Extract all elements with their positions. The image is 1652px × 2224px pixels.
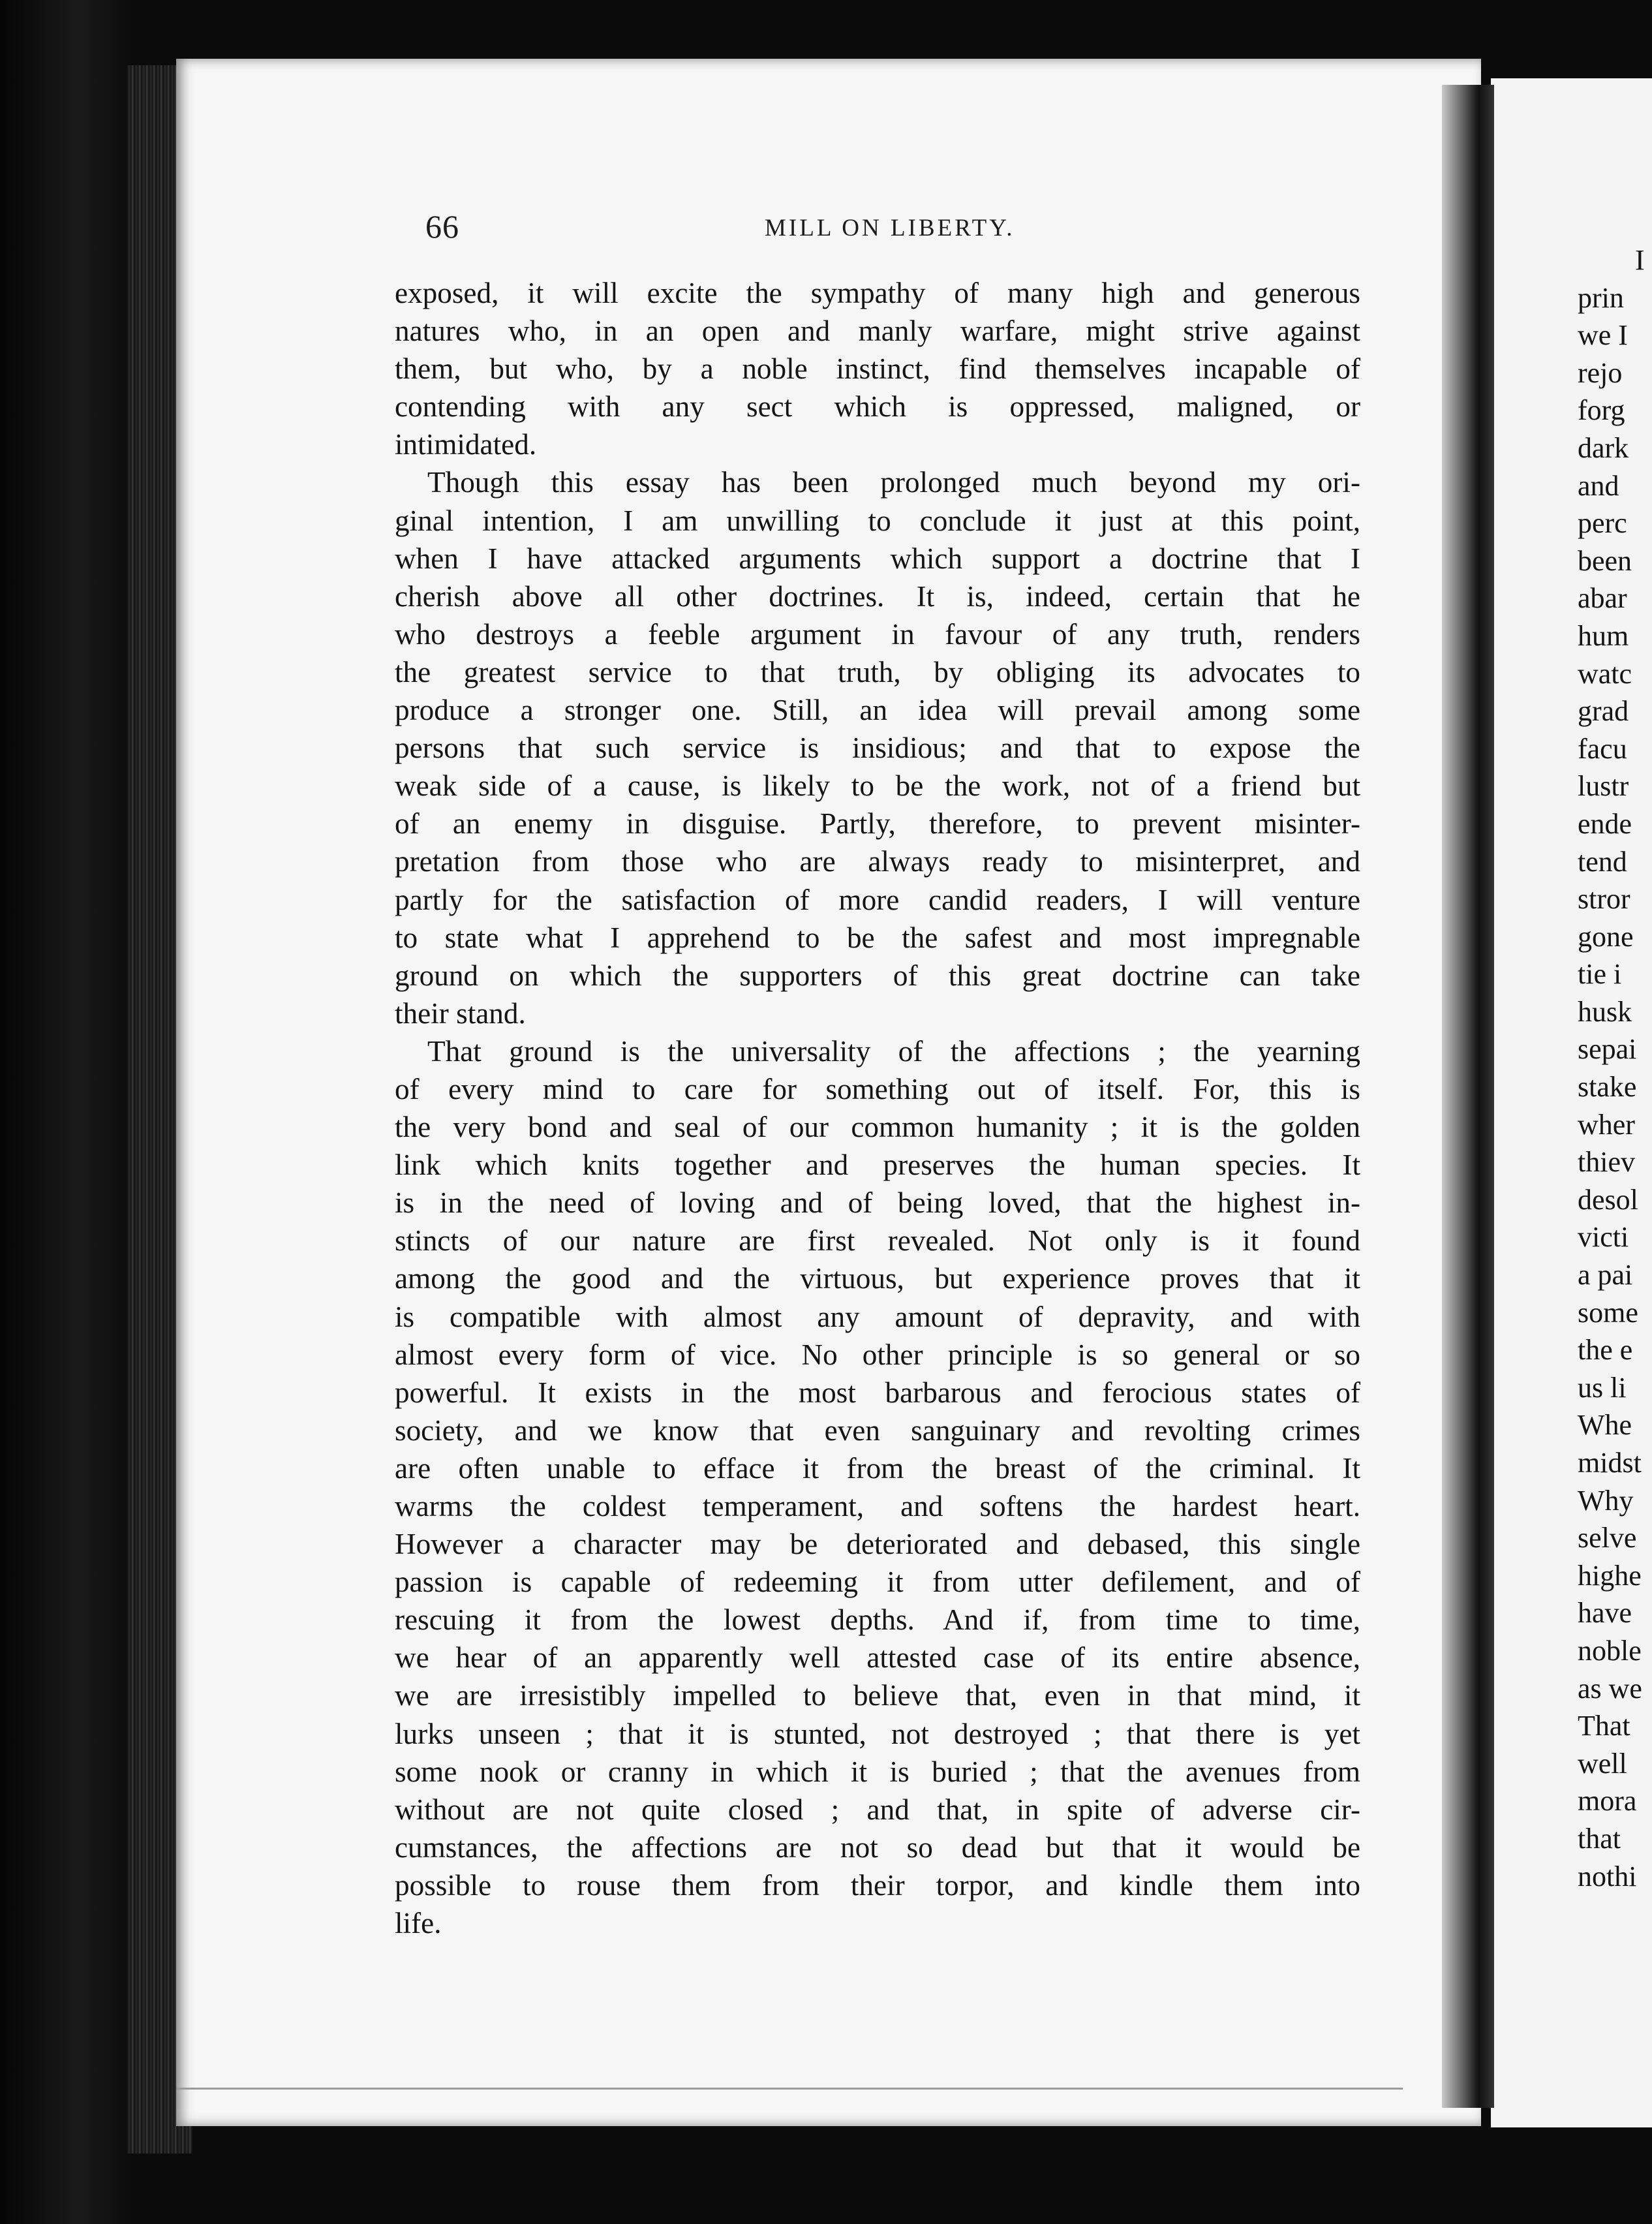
facing-line-fragment: victi [1578, 1221, 1629, 1254]
text-line: ground on which the supporters of this great doctrine can take [395, 959, 1360, 992]
facing-line-fragment: been [1578, 544, 1632, 577]
text-line: persons that such service is insidious; and that to expose the [395, 732, 1360, 765]
text-line: of every mind to care for something out of itself. For, this is [395, 1072, 1360, 1105]
text-line: the very bond and seal of our common humanity ; it is the golden [395, 1111, 1360, 1144]
facing-line-fragment: noble [1578, 1634, 1642, 1667]
facing-line-fragment: dark [1578, 431, 1629, 464]
text-line: who destroys a feeble argument in favour of any truth, renders [395, 617, 1360, 651]
text-line: is in the need of loving and of being loved, that the highest in- [395, 1186, 1360, 1220]
text-line: some nook or cranny in which it is buried ; that the avenues from [395, 1755, 1360, 1788]
text-line: passion is capable of redeeming it from utter defilement, and of [395, 1566, 1360, 1599]
text-line: to state what I apprehend to be the safest and most impregnable [395, 921, 1360, 954]
facing-line-fragment: that [1578, 1822, 1621, 1855]
facing-line-fragment: facu [1578, 732, 1627, 765]
text-line: However a character may be deteriorated and debased, this single [395, 1528, 1360, 1561]
facing-line-fragment: tend [1578, 845, 1627, 878]
text-line: Though this essay has been prolonged much beyond my ori- [427, 466, 1360, 499]
text-line: exposed, it will excite the sympathy of many high and generous [395, 277, 1360, 309]
facing-line-fragment: That [1578, 1710, 1630, 1742]
text-line: ginal intention, I am unwilling to conclude it just at this point, [395, 504, 1360, 537]
text-line: weak side of a cause, is likely to be the work, not of a friend but [395, 769, 1360, 803]
paragraph-container [395, 274, 1360, 1942]
text-line: possible to rouse them from their torpor, and kindle them into [395, 1868, 1360, 1902]
facing-line-fragment: some [1578, 1296, 1638, 1329]
facing-line-fragment: ende [1578, 807, 1632, 840]
text-line: the greatest service to that truth, by obliging its advocates to [395, 655, 1360, 688]
text-line: when I have attacked arguments which support a doctrine that I [395, 542, 1360, 575]
facing-line-fragment: gone [1578, 920, 1634, 953]
text-line: natures who, in an open and manly warfare, might strive against [395, 315, 1360, 348]
body-text [395, 274, 1360, 1942]
text-line: cumstances, the affections are not so dead but that it would be [395, 1830, 1360, 1864]
facing-line-fragment: lustr [1578, 770, 1629, 803]
facing-line-fragment: grad [1578, 695, 1629, 728]
facing-line-fragment: watc [1578, 657, 1632, 690]
text-line: we hear of an apparently well attested case of its entire absence, [395, 1641, 1360, 1675]
running-title: MILL ON LIBERTY. [765, 215, 1015, 241]
facing-line-fragment: as we [1578, 1672, 1642, 1705]
paragraph [395, 1032, 1360, 1942]
facing-line-fragment: highe [1578, 1559, 1642, 1592]
text-line: rescuing it from the lowest depths. And if, from time to time, [395, 1603, 1360, 1637]
page-number: 66 [425, 208, 459, 245]
facing-line-fragment: sepai [1578, 1033, 1637, 1066]
text-line: powerful. It exists in the most barbarous and ferocious states of [395, 1376, 1360, 1409]
text-line: them, but who, by a noble instinct, find themselves incapable of [395, 352, 1360, 386]
facing-line-fragment: thiev [1578, 1146, 1635, 1179]
text-line: society, and we know that even sanguinary and revolting crimes [395, 1413, 1360, 1447]
facing-line-fragment: hum [1578, 619, 1629, 652]
facing-line-fragment: I [1635, 244, 1645, 276]
text-line: is compatible with almost any amount of depravity, and with [395, 1300, 1360, 1333]
facing-line-fragment: Why [1578, 1484, 1634, 1517]
facing-line-fragment: have [1578, 1597, 1632, 1629]
text-line: are often unable to efface it from the breast of the criminal. It [395, 1451, 1360, 1485]
paragraph [395, 463, 1360, 1032]
facing-line-fragment: midst [1578, 1447, 1642, 1479]
text-line: among the good and the virtuous, but experience proves that it [395, 1262, 1360, 1295]
book-spine-shadow [0, 0, 130, 2224]
facing-line-fragment: abar [1578, 582, 1627, 615]
facing-page-text [1578, 241, 1652, 1895]
text-line: life. [395, 1907, 442, 1940]
text-line: without are not quite closed ; and that, in spite of adverse cir- [395, 1793, 1360, 1826]
text-line: partly for the satisfaction of more candid readers, I will venture [395, 883, 1360, 916]
facing-line-fragment: the e [1578, 1334, 1633, 1367]
facing-line-fragment: tie i [1578, 958, 1622, 991]
facing-line-fragment: wher [1578, 1108, 1635, 1141]
facing-line-fragment: Whe [1578, 1409, 1632, 1442]
running-head [425, 208, 1417, 253]
text-line: link which knits together and preserves the human species. It [395, 1149, 1360, 1182]
text-line: lurks unseen ; that it is stunted, not destroyed ; that there is yet [395, 1717, 1360, 1750]
facing-line-fragment: us li [1578, 1371, 1627, 1404]
facing-line-fragment: perc [1578, 507, 1627, 540]
facing-line-fragment: mora [1578, 1785, 1637, 1817]
text-line: warms the coldest temperament, and softens the hardest heart. [395, 1490, 1360, 1522]
facing-line-fragment: selve [1578, 1522, 1637, 1554]
text-line: stincts of our nature are first revealed. Not only is it found [395, 1224, 1360, 1258]
text-line: cherish above all other doctrines. It is, indeed, certain that he [395, 579, 1360, 613]
text-line: contending with any sect which is oppressed, maligned, or [395, 390, 1360, 424]
text-line: intimidated. [395, 428, 537, 461]
text-line: almost every form of vice. No other principle is so general or so [395, 1338, 1360, 1371]
facing-line-fragment: prin [1578, 281, 1624, 314]
page-bottom-rule [176, 2088, 1403, 2090]
facing-line-fragment: nothi [1578, 1860, 1637, 1892]
facing-line-fragment: rejo [1578, 356, 1623, 389]
text-line: their stand. [395, 996, 526, 1030]
text-line: That ground is the universality of the affections ; the yearning [427, 1034, 1360, 1068]
facing-line-fragment: we I [1578, 319, 1628, 352]
facing-line-fragment: well [1578, 1747, 1627, 1780]
facing-line-fragment: forg [1578, 394, 1625, 427]
facing-line-fragment: and [1578, 469, 1619, 502]
book-gutter [1442, 85, 1494, 2108]
facing-line-fragment: stror [1578, 883, 1630, 916]
text-line: of an enemy in disguise. Partly, therefore, to prevent misinter- [395, 807, 1360, 841]
paragraph [395, 274, 1360, 463]
facing-line-fragment: a pai [1578, 1259, 1633, 1291]
text-line: we are irresistibly impelled to believe that, even in that mind, it [395, 1679, 1360, 1712]
facing-line-fragment: husk [1578, 995, 1632, 1028]
facing-line-fragment: stake [1578, 1071, 1637, 1104]
text-line: produce a stronger one. Still, an idea will prevail among some [395, 694, 1360, 727]
text-line: pretation from those who are always ready to misinterpret, and [395, 845, 1360, 878]
facing-line-fragment: desol [1578, 1183, 1638, 1216]
